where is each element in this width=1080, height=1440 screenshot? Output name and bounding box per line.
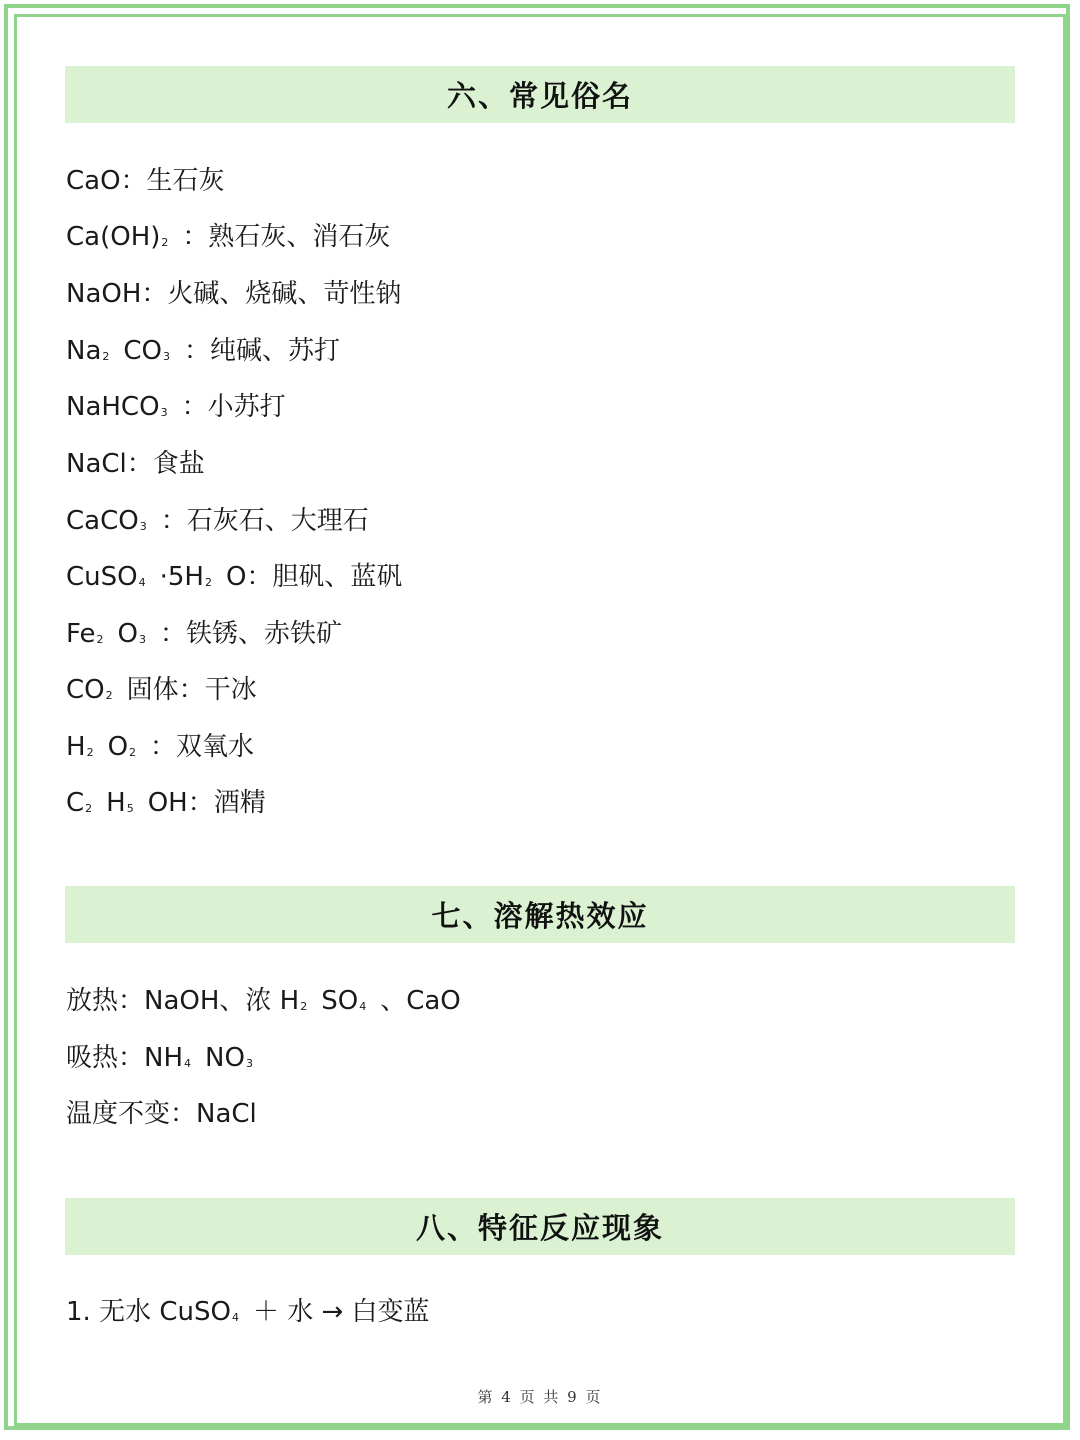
- section-title: 六、常见俗名: [446, 79, 633, 113]
- section-title: 七、溶解热效应: [431, 899, 649, 933]
- list-item: NaCl：食盐: [66, 449, 205, 479]
- list-item: $Na_2$ $CO_3$ ：纯碱、苏打: [66, 336, 341, 366]
- list-item: 吸热：$NH_4$ $NO_3$: [66, 1043, 253, 1073]
- list-item: 1. 无水 CuSO$_4$ ＋ 水 → 白变蓝: [66, 1297, 430, 1327]
- list-item: CaO：生石灰: [66, 166, 225, 196]
- list-item: 温度不变：NaCl: [66, 1099, 257, 1129]
- list-item: $Fe_2$ $O_3$ ：铁锈、赤铁矿: [66, 619, 343, 649]
- list-item: $CO_2$ 固体：干冰: [66, 675, 257, 705]
- section-header-common-names: [65, 66, 1015, 123]
- section-title: 八、特征反应现象: [415, 1211, 664, 1245]
- list-item: $H_2$ $O_2$ ：双氧水: [66, 732, 255, 762]
- section-header-reactions: [65, 1198, 1015, 1255]
- list-item: $Ca(OH)_2$ ：熟石灰、消石灰: [66, 222, 391, 252]
- page-number: 第 4 页 共 9 页: [477, 1388, 603, 1406]
- list-item: 放热：NaOH、浓 $H_2$ $SO_4$ 、CaO: [66, 986, 461, 1016]
- list-item: NaOH：火碱、烧碱、苛性钠: [66, 279, 402, 309]
- list-item: CuSO$_4$ $\cdot 5H_2$ O：胆矾、蓝矾: [66, 562, 403, 592]
- list-item: NaHCO$_3$ ：小苏打: [66, 392, 286, 422]
- list-item: CaCO$_3$ ：石灰石、大理石: [66, 506, 369, 536]
- list-item: $C_2$ $H_5$ OH：酒精: [66, 788, 266, 818]
- section-header-heat-effect: [65, 886, 1015, 943]
